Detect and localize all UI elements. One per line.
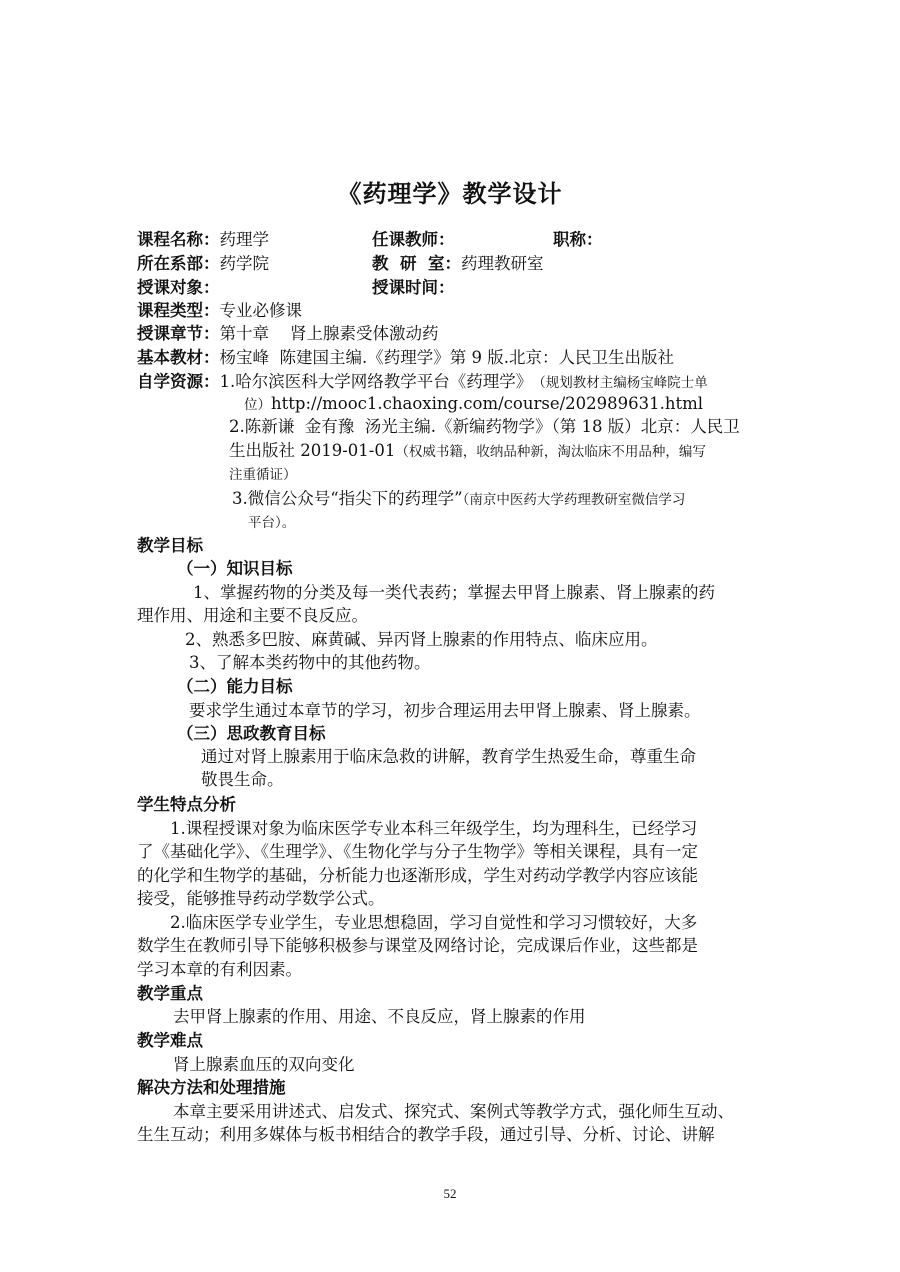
- rank-row: [553, 229, 603, 251]
- student-para-1-l1: 1.课程授课对象为临床医学专业本科三年级学生，均为理科生，已经学习: [170, 819, 698, 838]
- teacher-row: [372, 229, 455, 251]
- ideology-heading: （三）思政教育目标: [177, 724, 326, 743]
- resource-1-line2: [244, 393, 703, 416]
- resource-1-text: 1.哈尔滨医科大学网络教学平台《药理学》: [219, 372, 533, 391]
- goals-heading: 教学目标: [137, 536, 203, 555]
- method-heading: 解决方法和处理措施: [137, 1078, 286, 1097]
- office-row: [372, 253, 543, 275]
- resource-3-note: （南京中医药大学药理教研室微信学习: [462, 492, 686, 508]
- time-label: 授课时间：: [372, 278, 455, 297]
- student-para-2-l3: 学习本章的有利因素。: [137, 960, 302, 979]
- student-para-1-l3: 的化学和生物学的基础，分析能力也逐渐形成，学生对药动学教学内容应该能: [137, 866, 698, 885]
- knowledge-heading: （一）知识目标: [177, 559, 293, 578]
- resource-3-line2: [248, 511, 295, 534]
- resource-2-line3: [229, 463, 297, 486]
- ideology-text-cont: 敬畏生命。: [201, 770, 284, 789]
- dept-value: 药学院: [219, 254, 269, 273]
- knowledge-item-3: 3、了解本类药物中的其他药物。: [189, 653, 431, 672]
- difficult-heading: 教学难点: [137, 1031, 203, 1050]
- type-label: 课程类型：: [137, 301, 220, 320]
- type-value: 专业必修课: [219, 301, 302, 320]
- audience-row: [137, 277, 220, 299]
- ideology-text: 通过对肾上腺素用于临床急救的讲解，教育学生热爱生命，尊重生命: [201, 747, 696, 766]
- resource-2-publisher: 生出版社 2019-01-01: [229, 441, 396, 460]
- office-label: 教 研 室：: [372, 254, 461, 273]
- student-heading: 学生特点分析: [137, 795, 236, 814]
- resource-3-line1: [232, 488, 685, 511]
- ability-heading: （二）能力目标: [177, 677, 293, 696]
- course-name-row: [137, 229, 269, 251]
- student-para-2-l2: 数学生在教师引导下能够积极参与课堂及网络讨论，完成课后作业，这些都是: [137, 936, 698, 955]
- resource-1-note-end: 位）: [244, 397, 271, 413]
- chapter-row: [137, 323, 438, 345]
- knowledge-item-2: 2、熟悉多巴胺、麻黄碱、异丙肾上腺素的作用特点、临床应用。: [185, 630, 658, 649]
- resource-2-text: 2.陈新谦 金有豫 汤光主编.《新编药物学》（第 18 版）北京：人民卫: [229, 417, 740, 436]
- textbook-value: 杨宝峰 陈建国主编.《药理学》第 9 版.北京：人民卫生出版社: [219, 348, 674, 367]
- student-para-2-l1: 2.临床医学专业学生，专业思想稳固，学习自觉性和学习习惯较好，大多: [170, 913, 698, 932]
- resource-3-note-end: 平台）。: [248, 515, 296, 531]
- chapter-label: 授课章节：: [137, 324, 220, 343]
- resources-label: 自学资源：: [137, 372, 220, 391]
- difficult-text: 肾上腺素血压的双向变化: [173, 1055, 355, 1074]
- dept-row: [137, 253, 269, 275]
- key-text: 去甲肾上腺素的作用、用途、不良反应，肾上腺素的作用: [173, 1007, 586, 1026]
- dept-label: 所在系部：: [137, 254, 220, 273]
- resources-row: [137, 371, 708, 394]
- rank-label: 职称：: [553, 230, 603, 249]
- page-title: 《药理学》教学设计: [337, 180, 563, 208]
- textbook-row: [137, 347, 674, 369]
- resource-2-line1: [229, 416, 740, 438]
- type-row: [137, 300, 302, 322]
- course-name-value: 药理学: [219, 230, 269, 249]
- office-value: 药理教研室: [460, 254, 544, 273]
- resource-3-text: 3.微信公众号“指尖下的药理学”: [232, 489, 463, 508]
- knowledge-item-1: 1、掌握药物的分类及每一类代表药；掌握去甲肾上腺素、肾上腺素的药: [193, 583, 715, 602]
- textbook-label: 基本教材：: [137, 348, 220, 367]
- knowledge-item-1-cont: 理作用、用途和主要不良反应。: [137, 606, 368, 625]
- resource-2-note-end: 注重循证）: [229, 467, 297, 483]
- ability-text: 要求学生通过本章节的学习，初步合理运用去甲肾上腺素、肾上腺素。: [189, 701, 701, 720]
- student-para-1-l2: 了《基础化学》、《生理学》、《生物化学与分子生物学》等相关课程，具有一定: [137, 842, 698, 861]
- method-text-l1: 本章主要采用讲述式、启发式、探究式、案例式等教学方式，强化师生互动、: [173, 1102, 734, 1121]
- student-para-1-l4: 接受，能够推导药动学数学公式。: [137, 889, 385, 908]
- resource-1-url: http://mooc1.chaoxing.com/course/202989631.html: [271, 394, 704, 413]
- resource-1-note: （规划教材主编杨宝峰院士单: [532, 375, 708, 391]
- chapter-value: 第十章 肾上腺素受体激动药: [219, 324, 439, 343]
- audience-label: 授课对象：: [137, 278, 220, 297]
- key-heading: 教学重点: [137, 984, 203, 1003]
- teacher-label: 任课教师：: [372, 230, 455, 249]
- page-number: 52: [443, 1186, 457, 1201]
- resource-2-note: （权威书籍，收纳品种新，淘汰临床不用品种，编写: [395, 444, 706, 460]
- resource-2-line2: [229, 440, 706, 463]
- time-row: [372, 277, 455, 299]
- course-name-label: 课程名称：: [137, 230, 220, 249]
- method-text-l2: 生生互动；利用多媒体与板书相结合的教学手段，通过引导、分析、讨论、讲解: [137, 1125, 715, 1144]
